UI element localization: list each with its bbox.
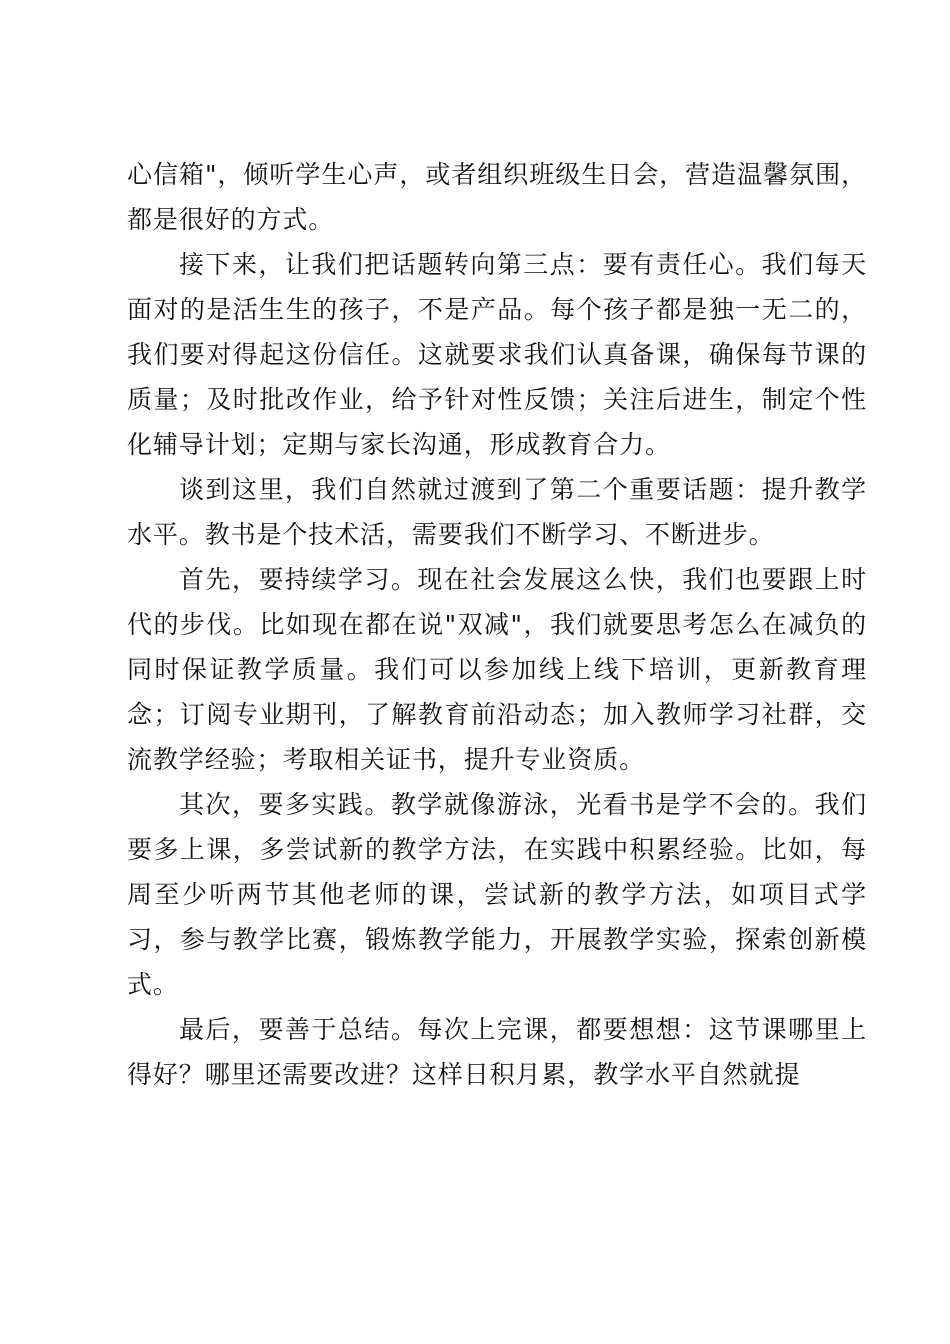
paragraph-3: 谈到这里，我们自然就过渡到了第二个重要话题：提升教学水平。教书是个技术活，需要我们不断学习、不断进步。 <box>127 475 867 549</box>
document-body <box>127 152 867 1097</box>
paragraph-5: 其次，要多实践。教学就像游泳，光看书是学不会的。我们要多上课，多尝试新的教学方法，在实践中积累经验。比如，每周至少听两节其他老师的课，尝试新的教学方法，如项目式学习，参与教学比赛，锻炼教学能力，开展教学实验，探索创新模式。 <box>127 790 867 999</box>
paragraph-6: 最后，要善于总结。每次上完课，都要想想：这节课哪里上得好？哪里还需要改进？这样日积月累，教学水平自然就提 <box>127 1015 867 1089</box>
paragraph-1: 心信箱"，倾听学生心声，或者组织班级生日会，营造温馨氛围，都是很好的方式。 <box>127 160 867 234</box>
paragraph-2: 接下来，让我们把话题转向第三点：要有责任心。我们每天面对的是活生生的孩子，不是产品。每个孩子都是独一无二的，我们要对得起这份信任。这就要求我们认真备课，确保每节课的质量；及时批改作业，给予针对性反馈；关注后进生，制定个性化辅导计划；定期与家长沟通，形成教育合力。 <box>127 250 867 459</box>
paragraph-4: 首先，要持续学习。现在社会发展这么快，我们也要跟上时代的步伐。比如现在都在说"双减"，我们就要思考怎么在减负的同时保证教学质量。我们可以参加线上线下培训，更新教育理念；订阅专业期刊，了解教育前沿动态；加入教师学习社群，交流教学经验；考取相关证书，提升专业资质。 <box>127 565 867 774</box>
